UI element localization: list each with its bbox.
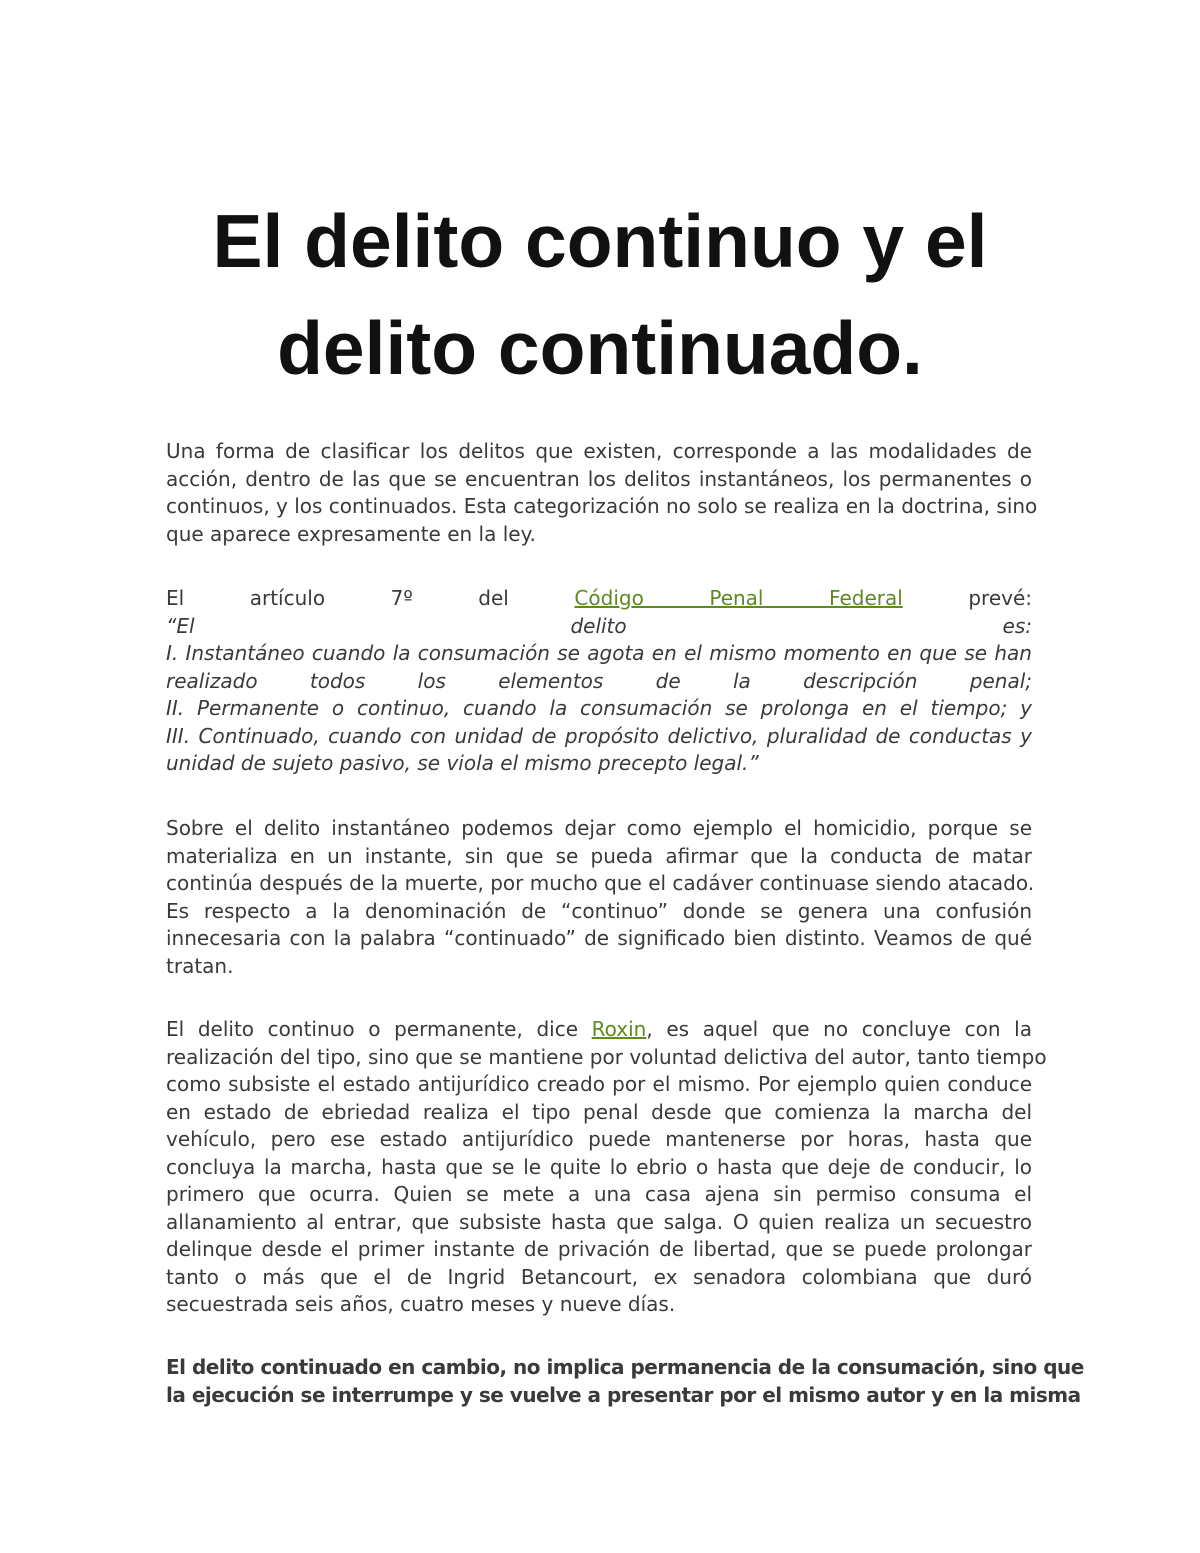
paragraph-line: delinque desde el primer instante de privación de libertad, que se puede prolongar [166,1237,1032,1261]
paragraph-line: innecesaria con la palabra “continuado” de significado bien distinto. Veamos de qué [166,926,1032,950]
paragraph-line: Sobre el delito instantáneo podemos dejar como ejemplo el homicidio, porque se [166,816,1032,840]
roxin-intro-text: El delito continuo o permanente, dice [166,1017,579,1041]
paragraph-line: El delito continuado en cambio, no implica permanencia de la consumación, sino que [166,1355,1084,1379]
paragraph-line: Una forma de clasificar los delitos que existen, corresponde a las modalidades de [166,439,1032,463]
article-intro-end: prevé: [968,586,1033,610]
document-title [150,188,1050,403]
paragraph-line: allanamiento al entrar, que subsiste hasta que salga. O quien realiza un secuestro [166,1209,1032,1234]
paragraph-line: primero que ocurra. Quien se mete a una casa ajena sin permiso consuma el [166,1182,1032,1206]
article-intro-text: El artículo 7º del [166,586,509,610]
codigo-penal-federal-link[interactable]: Código Penal Federal [574,586,903,610]
quote-line: I. Instantáneo cuando la consumación se agota en el mismo momento en que se han [166,641,1032,665]
paragraph-line: concluya la marcha, hasta que se le quite lo ebrio o hasta que deje de conducir, lo [166,1154,1032,1179]
paragraph-line: Es respecto a la denominación de “continuo” donde se genera una confusión [166,898,1032,923]
quote-line: II. Permanente o continuo, cuando la consumación se prolonga en el tiempo; y [166,696,1032,720]
paragraph-line: materializa en un instante, sin que se pueda afirmar que la conducta de matar [166,843,1032,868]
paragraph-line: tanto o más que el de Ingrid Betancourt, ex senadora colombiana que duró [166,1264,1032,1289]
paragraph-line: que aparece expresamente en la ley. [166,521,536,546]
paragraph-line: como subsiste el estado antijurídico creado por el mismo. Por ejemplo quien conduce [166,1072,1032,1096]
paragraph-continuo [166,1016,1047,1319]
title-line-2: delito continuado. [277,306,923,391]
title-line-1: El delito continuo y el [212,199,988,283]
quote-line: realizado todos los elementos de la descripción penal; [166,668,1032,693]
roxin-link[interactable]: Roxin [591,1017,647,1041]
quote-line: III. Continuado, cuando con unidad de propósito delictivo, pluralidad de conductas y [166,723,1032,748]
paragraph-line: la ejecución se interrumpe y se vuelve a presentar por el mismo autor y en la misma [166,1382,1081,1407]
paragraph-line: realización del tipo, sino que se mantiene por voluntad delictiva del autor, tanto tiempo [166,1044,1047,1069]
roxin-intro-end: , es aquel que no concluye con la [646,1017,1032,1041]
paragraph-article-7 [166,585,1032,778]
paragraph-line [166,1016,1032,1044]
paragraph-line: continúa después de la muerte, por mucho que el cadáver continuase siendo atacado. [166,871,1035,895]
quote-line: “El delito es: [166,613,1032,638]
paragraph-instantaneo [166,815,1035,980]
paragraph-line [166,585,1032,613]
paragraph-line: acción, dentro de las que se encuentran los delitos instantáneos, los permanentes o [166,466,1032,491]
paragraph-line: secuestrada seis años, cuatro meses y nueve días. [166,1292,676,1316]
paragraph-continuado [166,1354,1084,1409]
paragraph-line: en estado de ebriedad realiza el tipo penal desde que comienza la marcha del [166,1099,1032,1124]
paragraph-classification [166,438,1038,548]
quote-line: unidad de sujeto pasivo, se viola el mismo precepto legal.” [166,751,759,775]
paragraph-line: vehículo, pero ese estado antijurídico puede mantenerse por horas, hasta que [166,1127,1032,1151]
paragraph-line: tratan. [166,953,234,978]
paragraph-line: continuos, y los continuados. Esta categorización no solo se realiza en la doctrina, sino [166,494,1038,518]
